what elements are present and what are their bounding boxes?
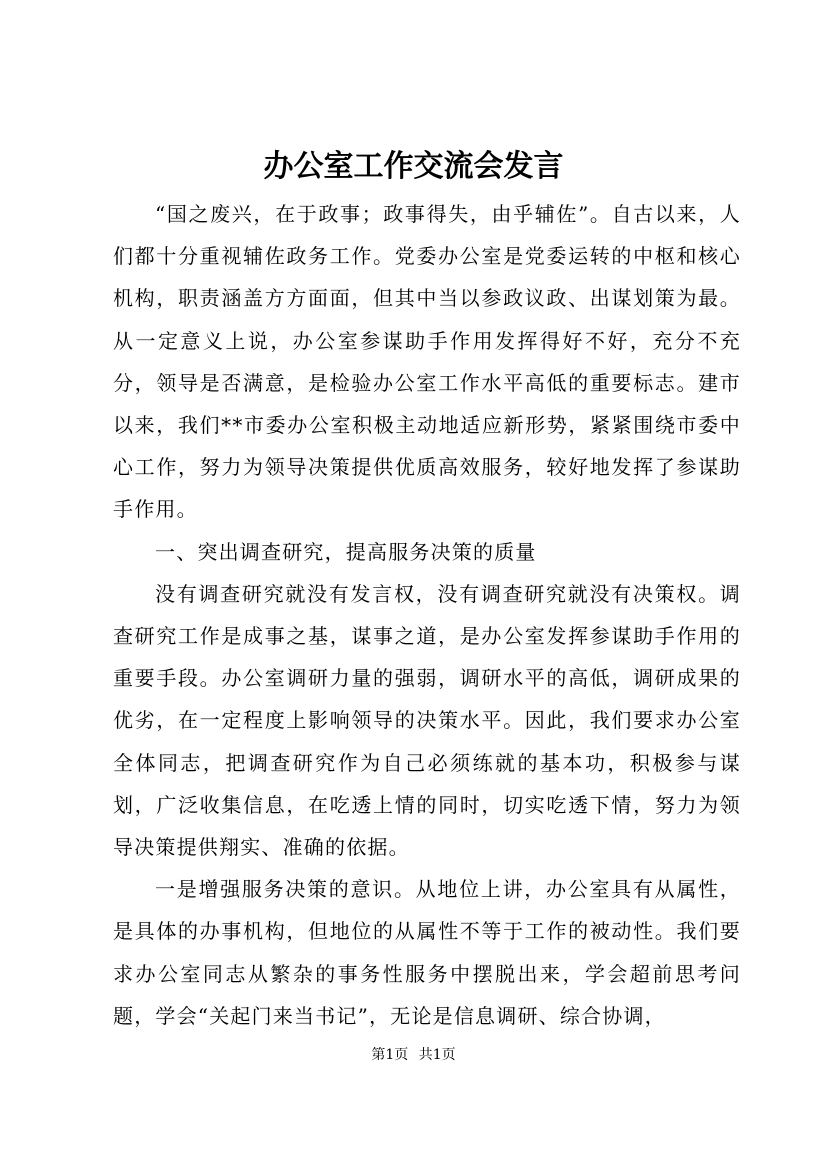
paragraph-research: 没有调查研究就没有发言权，没有调查研究就没有决策权。调查研究工作是成事之基，谋事之道，是办公室发挥参谋助手作用的重要手段。办公室调研力量的强弱，调研水平的高低，调研成果的优劣，在一定程度上影响领导的决策水平。因此，我们要求办公室全体同志，把调查研究作为自己必须练就的基本功，积极参与谋划，广泛收集信息，在吃透上情的同时，切实吃透下情，努力为领导决策提供翔实、准确的依据。 [113, 581, 741, 860]
section-heading: 一、突出调查研究，提高服务决策的质量 [155, 539, 537, 564]
page-number: 第1页 [371, 1047, 409, 1063]
document-body [113, 193, 741, 1037]
page-footer [0, 1045, 827, 1065]
paragraph-awareness: 一是增强服务决策的意识。从地位上讲，办公室具有从属性，是具体的办事机构，但地位的从属性不等于工作的被动性。我们要求办公室同志从繁杂的事务性服务中摆脱出来，学会超前思考问题，学会“关起门来当书记”，无论是信息调研、综合协调， [113, 877, 741, 1028]
page-total: 共1页 [418, 1047, 456, 1063]
document-title: 办公室工作交流会发言 [263, 149, 564, 184]
paragraph-intro: “国之废兴，在于政事；政事得失，由乎辅佐”。自古以来，人们都十分重视辅佐政务工作。党委办公室是党委运转的中枢和核心机构，职责涵盖方方面面，但其中当以参政议政、出谋划策为最。从一定意义上说，办公室参谋助手作用发挥得好不好，充分不充分，领导是否满意，是检验办公室工作水平高低的重要标志。建市以来，我们**市委办公室积极主动地适应新形势，紧紧围绕市委中心工作，努力为领导决策提供优质高效服务，较好地发挥了参谋助手作用。 [113, 202, 741, 522]
